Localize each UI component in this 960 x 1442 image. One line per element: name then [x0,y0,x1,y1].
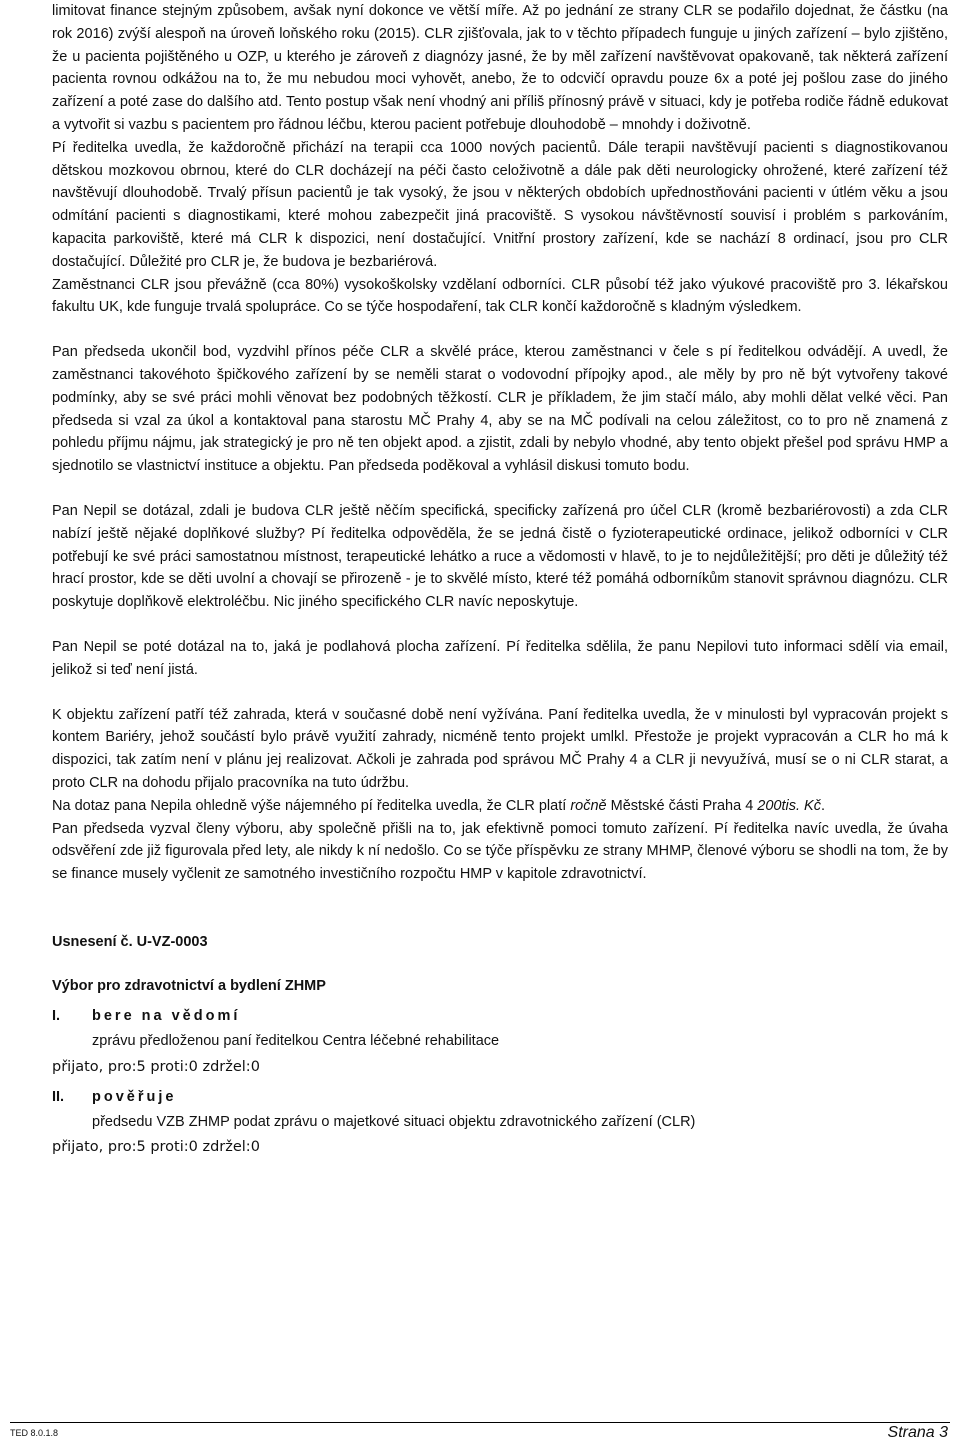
paragraph-nepil-question: Pan Nepil se dotázal, zdali je budova CLR ještě něčím specifická, specificky zařízená pro účel CLR (kromě bezbariérovosti) a zda CLR nabízí ještě nějaké doplňkové služby? Pí ředitelka odpověděla, že se jedná čistě o fyzioterapeutické ordinace, jelikož odborníci v CLR potřebují ke své práci samostatnou místnost, terapeutické lehátko a ruce a vědomosti v hlavě, to je to nejdůležitější; pro děti je důležitý též hrací prostor, kde se děti uvolní a chovají se přirozeně - je to skvělé místo, které též pomáhá odborníkům stanovit správnou diagnózu. CLR poskytuje doplňkově elektroléčbu. Nic jiného specifického CLR navíc neposkytuje. [52,502,948,611]
paragraph-chairman: Pan předseda ukončil bod, vyzdvihl přínos péče CLR a skvělé práce, kterou zaměstnanci v čele s pí ředitelkou odvádějí. A uvedl, že zaměstnanci takovéhoto špičkového zařízení by se neměli starat o vodovodní přípojky apod., ale měly by pro ně být vytvořeny takové podmínky, aby se své práci mohli věnovat bez podobných těžkostí. CLR je příkladem, že jim stačí málo, aby mohli dělat velké věci. Pan předseda si vzal za úkol a kontaktoval pana starostu MČ Prahy 4, aby se na MČ podívali na celou záležitost, co to pro ně znamená z pohledu příjmu nájmu, jak strategický je pro ně ten objekt apod. a zjistit, zdali by nebylo vhodné, aby tento objekt přešel pod správu HMP a sjednotilo se vlastnictví instituce a objektu. Pan předseda poděkoval a vyhlásil diskusi tomuto bodu. [52,344,948,475]
paragraph-funding: limitovat finance stejným způsobem, avšak nyní dokonce ve větší míře. Až po jednání ze strany CLR se podařilo dojednat, že částku (na rok 2016) zvýší alespoň na úroveň loňského roku (2015). CLR zjišťovala, jak to v těchto případech funguje u jiných zařízení – bylo zjištěno, že u pacienta pojištěného u OZP, u kterého je zároveň z diagnózy jasné, že by měl zařízení navštěvovat opakovaně, tak některá zařízení pacienta rovnou odkážou na to, že mu nebudou moci vyhovět, anebo, že to odcvičí opravdu pouze 6x a poté jej pošlou zase do jiného zařízení a poté zase do dalšího atd. Tento postup však není vhodný ani příliš přínosný právě v situaci, kdy je potřeba rodiče řádně edukovat a vytvořit si vazbu s pacientem pro řádnou léčbu, kterou pacient potřebuje dlouhodobě – mnohdy i doživotně. [52,3,948,133]
resolution-item-2-vote: přijato, pro:5 proti:0 zdržel:0 [52,1139,260,1156]
resolution-item-2-numeral: II. [52,1088,65,1105]
paragraph-staff: Zaměstnanci CLR jsou převážně (cca 80%) vysokoškolsky vzdělaní odborníci. CLR působí též jako výukové pracoviště pro 3. lékařskou fakultu UK, kde funguje trvalá spolupráce. Co se týče hospodaření, tak CLR končí každoročně s kladným výsledkem. [52,276,948,316]
paragraph-patients: Pí ředitelka uvedla, že každoročně přichází na terapii cca 1000 nových pacientů. Dále terapii navštěvují pacienti s diagnostikovanou dětskou mozkovou obrnou, které do CLR docházejí na péči často celoživotně a dále pak děti neurologicky ohrožené, které zařízení též navštěvují dlouhodobě. Trvalý přísun pacientů je tak vysoký, že jsou v některých obdobích upřednostňováni pacienti v útlém věku a jsou odmítání pacienti s diagnostikami, které mohou zabezpečit jiná pracoviště. S vysokou návštěvností souvisí i problém s parkováním, kapacita parkoviště, které má CLR k dispozici, není dostačující. Vnitřní prostory zařízení, kde se nachází 8 ordinací, jsou pro CLR dostačující. Důležité pro CLR je, že budova je bezbariérová. [52,139,948,270]
resolution-item-1-text: zprávu předloženou paní ředitelkou Centra léčebné rehabilitace [92,1032,500,1049]
paragraph-conclusion: Pan předseda vyzval členy výboru, aby společně přišli na to, jak efektivně pomoci tomuto zařízení. Pí ředitelka navíc uvedla, že úvaha odsvěření zde již figurovala před lety, ale nikdy k ní nedošlo. Co se týče příspěvku ze strany MHMP, členové výboru se shodli na tom, že by se finance musely vyčlenit ze samotného investičního rozpočtu HMP v kapitole zdravotnictví. [52,820,948,883]
paragraph-rent [52,795,948,818]
resolution-title: Usnesení č. U-VZ-0003 [52,933,208,950]
resolution-item-1-heading [52,1008,948,1024]
paragraph-garden: K objektu zařízení patří též zahrada, která v současné době není vyžívána. Paní ředitelka uvedla, že v minulosti byl vypracován projekt s kontem Bariéry, jehož součástí bylo právě využití zahrady, nicméně tento projekt umlkl. Přestože je projekt vypracován a CLR ho má k dispozici, tak zatím není v plánu jej realizovat. Ačkoli je zahrada pod správou MČ Prahy 4 a CLR ji nevyužívá, musí se o ni CLR starat, a proto CLR na dohodu přijalo pracovníka na tuto údržbu. [52,706,948,791]
document-page [52,0,948,1155]
rent-text-c: Městské části Praha 4 [606,797,758,814]
resolution-item-2-heading [52,1089,948,1105]
rent-text-a: Na dotaz pana Nepila ohledně výše nájemného pí ředitelka uvedla, že CLR platí [52,797,571,814]
rent-text-b: ročně [570,797,607,814]
rent-amount: 200tis. Kč [757,797,821,814]
resolution-item-1-vote: přijato, pro:5 proti:0 zdržel:0 [52,1058,260,1075]
committee-name: Výbor pro zdravotnictví a bydlení ZHMP [52,977,326,994]
rent-text-e: . [820,797,825,814]
resolution-item-1-verb: bere na vědomí [92,1007,241,1024]
footer-doc-code: TED 8.0.1.8 [10,1428,59,1438]
resolution-item-2-verb: pověřuje [92,1088,177,1105]
resolution-item-1-numeral: I. [52,1007,61,1024]
footer-page-number: Strana 3 [887,1424,948,1441]
footer-divider [10,1422,950,1423]
resolution-item-2-text: předsedu VZB ZHMP podat zprávu o majetkové situaci objektu zdravotnického zařízení (CLR) [92,1113,696,1130]
paragraph-floor-area: Pan Nepil se poté dotázal na to, jaká je podlahová plocha zařízení. Pí ředitelka sdělila, že panu Nepilovi tuto informaci sdělí via email, jelikož si teď není jistá. [52,638,948,678]
